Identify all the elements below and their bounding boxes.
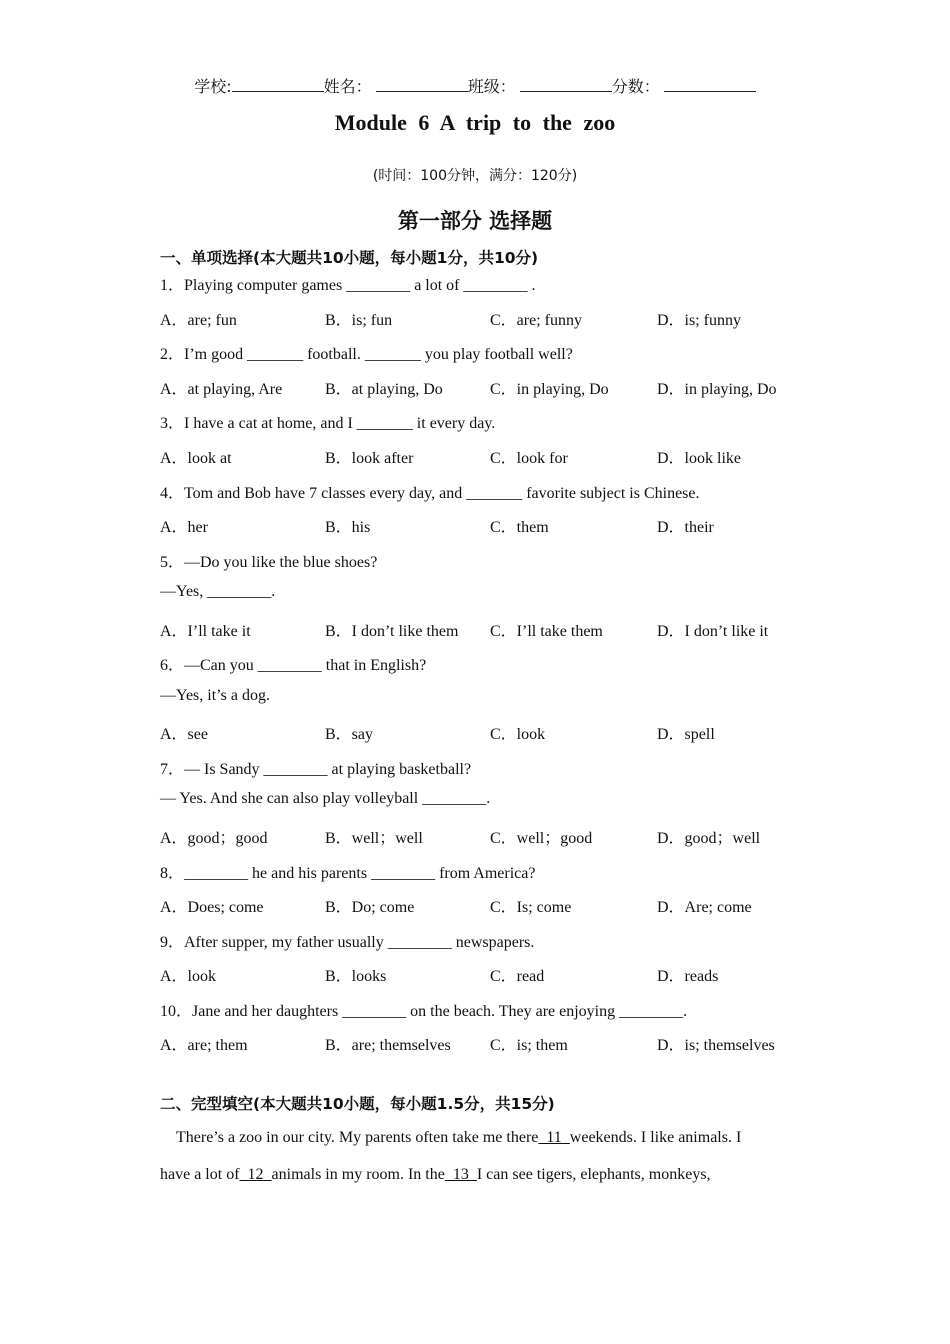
option-a[interactable]: A．look at	[160, 450, 232, 467]
question-6-stem: 6．—Can you ________ that in English?	[160, 657, 427, 674]
question-8-options	[160, 894, 800, 916]
option-c[interactable]: C．look for	[490, 450, 568, 467]
part-title: 第一部分 选择题	[397, 209, 553, 233]
option-b[interactable]: B．look after	[325, 450, 414, 467]
cloze-passage-line-2	[160, 1166, 800, 1184]
option-c[interactable]: C．read	[490, 968, 545, 985]
cloze-blank-13[interactable]: 13	[444, 1166, 477, 1183]
passage-text: I can see tigers, elephants, monkeys,	[476, 1166, 711, 1183]
option-a[interactable]: A．are; them	[160, 1037, 248, 1054]
option-b[interactable]: B．say	[325, 726, 374, 743]
option-d[interactable]: D．is; themselves	[657, 1037, 775, 1054]
option-d[interactable]: D．is; funny	[657, 312, 742, 329]
question-8-stem: 8．________ he and his parents ________ from America?	[160, 865, 536, 882]
score-blank[interactable]	[664, 77, 756, 92]
question-3-stem: 3．I have a cat at home, and I _______ it every day.	[160, 415, 496, 432]
exam-time-info: (时间：100分钟，满分：120分)	[372, 168, 578, 184]
question-2-stem: 2．I’m good _______ football. _______ you play football well?	[160, 346, 573, 363]
option-b[interactable]: B．well；well	[325, 830, 423, 847]
question-6-reply: —Yes, it’s a dog.	[160, 687, 270, 704]
class-label: 班级：	[467, 77, 516, 96]
question-1-options	[160, 307, 800, 329]
option-b[interactable]: B．looks	[325, 968, 387, 985]
school-label: 学校:	[194, 77, 232, 96]
option-c[interactable]: C．is; them	[490, 1037, 568, 1054]
section1-title: 一、单项选择(本大题共10小题，每小题1分，共10分)	[160, 249, 539, 267]
page-title: Module 6 A trip to the zoo	[334, 110, 616, 135]
option-b[interactable]: B．is; fun	[325, 312, 393, 329]
name-label: 姓名：	[323, 77, 372, 96]
option-d[interactable]: D．reads	[657, 968, 719, 985]
option-d[interactable]: D．spell	[657, 726, 715, 743]
question-9-stem: 9．After supper, my father usually ________ newspapers.	[160, 934, 535, 951]
option-a[interactable]: A．are; fun	[160, 312, 237, 329]
cloze-blank-12[interactable]: 12	[239, 1166, 272, 1183]
option-b[interactable]: B．at playing, Do	[325, 381, 443, 398]
option-b[interactable]: B．are; themselves	[325, 1037, 451, 1054]
option-c[interactable]: C．are; funny	[490, 312, 582, 329]
option-d[interactable]: D．their	[657, 519, 714, 536]
question-1-stem: 1．Playing computer games ________ a lot of ________ .	[160, 277, 536, 294]
section2-title: 二、完型填空(本大题共10小题，每小题1.5分，共15分)	[160, 1095, 555, 1113]
question-7-reply: — Yes. And she can also play volleyball ________.	[160, 790, 491, 807]
option-c[interactable]: C．look	[490, 726, 546, 743]
option-c[interactable]: C．I’ll take them	[490, 623, 603, 640]
option-a[interactable]: A．her	[160, 519, 208, 536]
school-blank[interactable]	[232, 77, 324, 92]
option-c[interactable]: C．in playing, Do	[490, 381, 609, 398]
option-c[interactable]: C．Is; come	[490, 899, 572, 916]
option-a[interactable]: A．at playing, Are	[160, 381, 283, 398]
passage-text: There’s a zoo in our city. My parents often take me there	[176, 1129, 539, 1146]
question-9-options	[160, 963, 800, 985]
option-b[interactable]: B．I don’t like them	[325, 623, 459, 640]
question-5-stem: 5．—Do you like the blue shoes?	[160, 554, 378, 571]
option-a[interactable]: A．Does; come	[160, 899, 264, 916]
question-7-stem: 7．— Is Sandy ________ at playing basketball?	[160, 761, 472, 778]
question-3-options	[160, 445, 800, 467]
option-d[interactable]: D．look like	[657, 450, 741, 467]
question-6-options	[160, 721, 800, 743]
passage-text: weekends. I like animals. I	[569, 1129, 742, 1146]
question-4-stem: 4．Tom and Bob have 7 classes every day, and _______ favorite subject is Chinese.	[160, 485, 700, 502]
cloze-blank-11[interactable]: 11	[538, 1129, 570, 1146]
question-10-stem: 10．Jane and her daughters ________ on the beach. They are enjoying ________.	[160, 1003, 688, 1020]
question-2-options	[160, 376, 800, 398]
option-a[interactable]: A．I’ll take it	[160, 623, 251, 640]
class-blank[interactable]	[520, 77, 612, 92]
question-5-reply: —Yes, ________.	[160, 583, 276, 600]
option-d[interactable]: D．Are; come	[657, 899, 752, 916]
cloze-passage-line-1	[160, 1129, 816, 1147]
name-blank[interactable]	[376, 77, 468, 92]
question-5-options	[160, 618, 800, 640]
option-d[interactable]: D．good；well	[657, 830, 761, 847]
passage-text: animals in my room. In the	[271, 1166, 445, 1183]
option-d[interactable]: D．in playing, Do	[657, 381, 777, 398]
option-a[interactable]: A．good；good	[160, 830, 268, 847]
option-a[interactable]: A．see	[160, 726, 208, 743]
passage-text: have a lot of	[160, 1166, 240, 1183]
option-d[interactable]: D．I don’t like it	[657, 623, 769, 640]
option-b[interactable]: B．Do; come	[325, 899, 415, 916]
option-c[interactable]: C．them	[490, 519, 549, 536]
option-c[interactable]: C．well；good	[490, 830, 593, 847]
question-7-options	[160, 825, 800, 847]
question-4-options	[160, 514, 800, 536]
student-info-header	[0, 74, 950, 97]
score-label: 分数：	[611, 77, 660, 96]
option-a[interactable]: A．look	[160, 968, 217, 985]
option-b[interactable]: B．his	[325, 519, 371, 536]
question-10-options	[160, 1032, 800, 1054]
